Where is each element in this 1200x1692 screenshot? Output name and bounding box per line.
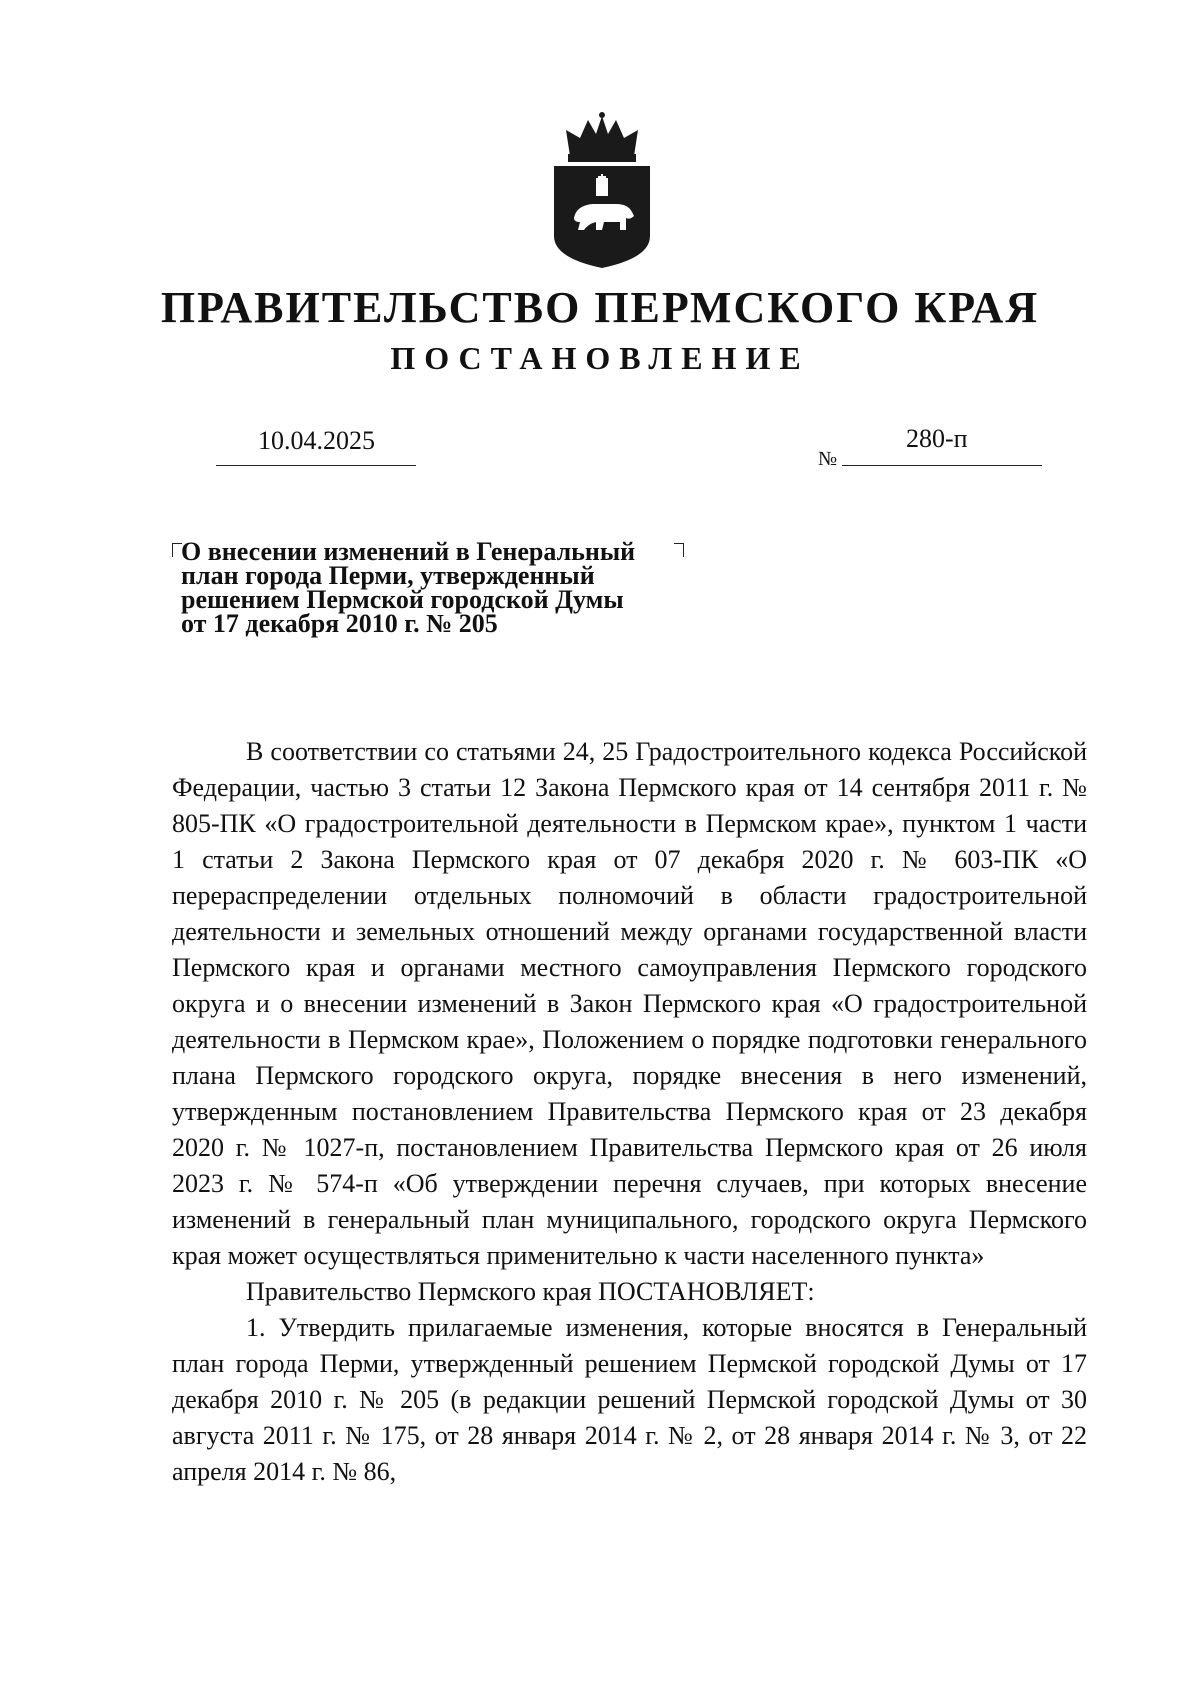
subject-line: план города Перми, утвержденный bbox=[181, 561, 595, 590]
subject-line: О внесении изменений в Генеральный bbox=[181, 537, 636, 566]
document-number: 280-п bbox=[906, 424, 968, 453]
document-type: ПОСТАНОВЛЕНИЕ bbox=[390, 340, 810, 376]
preamble-paragraph: В соответствии со статьями 24, 25 Градостроительного кодекса Российской Федерации, частью 3 статьи 12 Закона Пермского края от 14 сентября 2011 г. № 805-ПК «О градостроительной деятельности в Пермском крае», пунктом 1 части 1 статьи 2 Закона Пермского края от 07 декабря 2020 г. № 603-ПК «О перераспределении отдельных полномочий в области градостроительной деятельности и земельных отношений между органами государственной власти Пермского края и органами местного самоуправления Пермского городского округа и о внесении изменений в Закон Пермского края «О градостроительной деятельности в Пермском крае», Положением о порядке подготовки генерального плана Пермского городского округа, порядке внесения в него изменений, утвержденным постановлением Правительства Пермского края от 23 декабря 2020 г. № 1027-п, постановлением Правительства Пермского края от 26 июля 2023 г. № 574-п «Об утверждении перечня случаев, при которых внесение изменений в генеральный план муниципального, городского округа Пермского края может осуществляться применительно к части населенного пункта» bbox=[172, 737, 1087, 1270]
number-sign: № bbox=[818, 448, 838, 470]
document-date: 10.04.2025 bbox=[258, 426, 375, 455]
document-body bbox=[172, 734, 1087, 1490]
decree-paragraph: Правительство Пермского края ПОСТАНОВЛЯЕТ: bbox=[246, 1277, 815, 1306]
subject-line: от 17 декабря 2010 г. № 205 bbox=[181, 609, 498, 638]
perm-krai-coat-of-arms-icon bbox=[552, 112, 652, 270]
subject-heading bbox=[181, 537, 701, 638]
government-title: ПРАВИТЕЛЬСТВО ПЕРМСКОГО КРАЯ bbox=[160, 283, 1040, 332]
date-underline bbox=[216, 465, 416, 466]
item-1-paragraph: 1. Утвердить прилагаемые изменения, которые вносятся в Генеральный план города Перми, утвержденный решением Пермской городской Думы от 17 декабря 2010 г. № 205 (в редакции решений Пермской городской Думы от 30 августа 2011 г. № 175, от 28 января 2014 г. № 2, от 28 января 2014 г. № 3, от 22 апреля 2014 г. № 86, bbox=[172, 1313, 1087, 1486]
number-underline bbox=[842, 465, 1042, 466]
subject-line: решением Пермской городской Думы bbox=[181, 585, 624, 614]
